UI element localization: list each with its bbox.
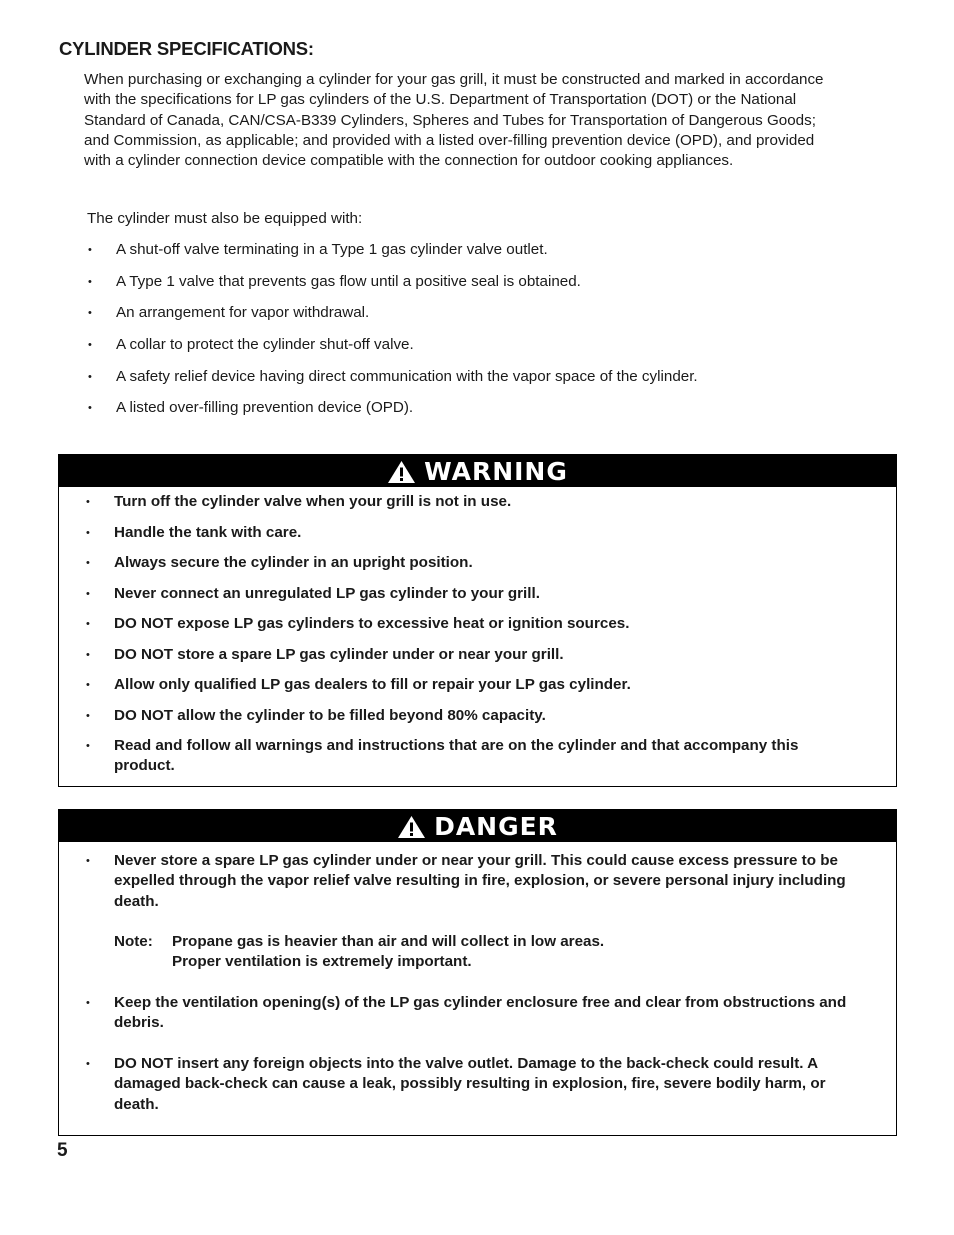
list-item: • DO NOT allow the cylinder to be filled beyond 80% capacity. xyxy=(114,706,874,726)
list-item: • Never store a spare LP gas cylinder under or near your grill. This could cause excess pressure to be expelled through the vapor relief valve resulting in fire, explosion, or severe personal injury including death. Note: Propane gas is heavier than air and will collect in low areas. Proper ventilation is extremely important. xyxy=(114,851,874,973)
warning-triangle-icon xyxy=(397,815,426,839)
list-item: • DO NOT store a spare LP gas cylinder under or near your grill. xyxy=(114,645,874,665)
bullet-icon: • xyxy=(86,618,90,630)
bullet-icon: • xyxy=(88,275,92,288)
list-item: • A safety relief device having direct communication with the vapor space of the cylinder. xyxy=(88,367,698,385)
list-item: • Turn off the cylinder valve when your grill is not in use. xyxy=(114,492,874,512)
list-item: • A shut-off valve terminating in a Type 1 gas cylinder valve outlet. xyxy=(88,241,548,258)
note-label: Note: xyxy=(114,933,153,951)
equipment-lead-text: The cylinder must also be equipped with: xyxy=(87,210,363,227)
bullet-icon: • xyxy=(86,526,90,539)
danger-heading: DANGER xyxy=(434,811,558,841)
bullet-icon: • xyxy=(88,338,92,351)
bullet-icon: • xyxy=(86,587,90,600)
bullet-icon: • xyxy=(86,1058,90,1070)
list-item: • A Type 1 valve that prevents gas flow until a positive seal is obtained. xyxy=(88,272,581,290)
bullet-icon: • xyxy=(86,855,90,867)
bullet-icon: • xyxy=(86,557,90,569)
list-item: • Keep the ventilation opening(s) of the LP gas cylinder enclosure free and clear from obstructions and debris. xyxy=(86,994,847,1032)
page-number: 5 xyxy=(57,1140,68,1161)
bullet-icon: • xyxy=(86,496,90,508)
bullet-icon: • xyxy=(88,307,92,319)
note-block xyxy=(114,932,874,973)
bullet-icon: • xyxy=(88,370,92,383)
list-item: • Always secure the cylinder in an upright position. xyxy=(114,553,874,573)
bullet-icon: • xyxy=(88,244,92,256)
list-item: • An arrangement for vapor withdrawal. xyxy=(88,304,370,321)
list-item: • Allow only qualified LP gas dealers to fill or repair your LP gas cylinder. xyxy=(114,675,874,695)
bullet-icon: • xyxy=(88,402,92,414)
warning-box xyxy=(58,454,897,787)
list-item: • DO NOT insert any foreign objects into the valve outlet. Damage to the back-check could result. A damaged back-check can cause a leak, possibly resulting in explosion, fire, severe bodily harm, or death. xyxy=(86,1055,826,1113)
note-text-line-2: Proper ventilation is extremely important. xyxy=(172,953,472,971)
bullet-icon: • xyxy=(86,648,90,661)
warning-header xyxy=(59,455,896,487)
warning-heading: WARNING xyxy=(424,456,568,486)
list-item: • A listed over-filling prevention device (OPD). xyxy=(88,399,414,416)
note-text-line-1: Propane gas is heavier than air and will collect in low areas. xyxy=(172,933,605,951)
bullet-icon: • xyxy=(86,997,90,1009)
list-item: • DO NOT expose LP gas cylinders to excessive heat or ignition sources. xyxy=(114,614,874,634)
section-title: CYLINDER SPECIFICATIONS: xyxy=(59,38,314,59)
warning-triangle-icon xyxy=(387,460,416,484)
list-item: • A collar to protect the cylinder shut-off valve. xyxy=(88,335,414,353)
intro-paragraph: When purchasing or exchanging a cylinder for your gas grill, it must be constructed and marked in accordance with the specifications for LP gas cylinders of the U.S. Department of Transportation (DOT) or the National Standard of Canada, CAN/CSA-B339 Cylinders, Spheres and Tubes for Transportation of Dangerous Goods; and Commission, as applicable; and provided with a listed over-filling prevention device (OPD), and provided with a cylinder connection device compatible with the connection for outdoor cooking appliances. xyxy=(84,71,824,170)
bullet-icon: • xyxy=(86,740,90,752)
danger-header xyxy=(59,810,896,842)
bullet-icon: • xyxy=(86,679,90,691)
list-item: • Never connect an unregulated LP gas cylinder to your grill. xyxy=(114,584,874,604)
list-item: • Handle the tank with care. xyxy=(114,523,874,543)
danger-box xyxy=(58,809,897,1136)
list-item: • Read and follow all warnings and instructions that are on the cylinder and that accompany this product. xyxy=(86,737,799,775)
bullet-icon: • xyxy=(86,709,90,722)
